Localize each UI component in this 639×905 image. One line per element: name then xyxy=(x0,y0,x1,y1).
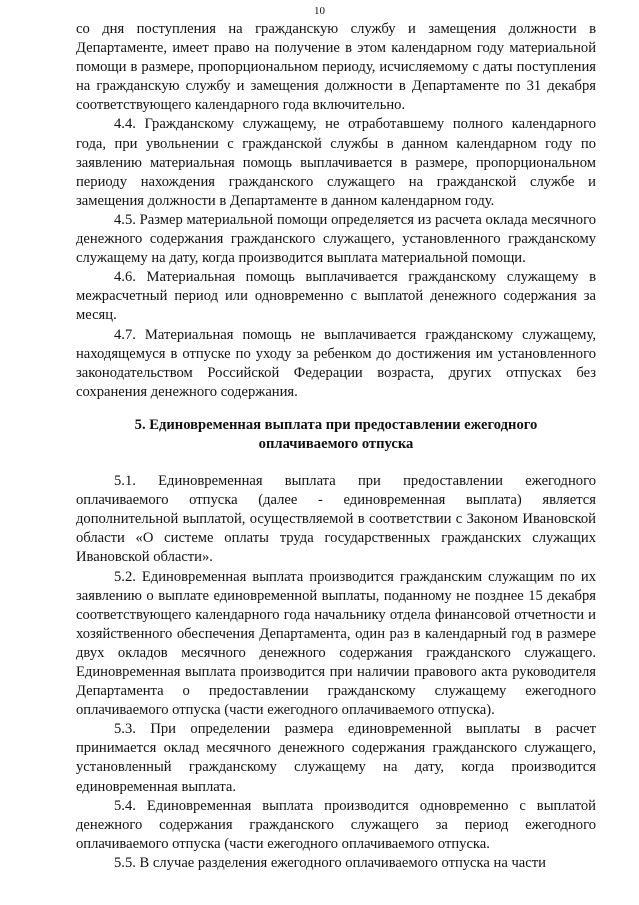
paragraph-4-4: 4.4. Гражданскому служащему, не отработавшему полного календарного года, при увольнении с гражданской службы в данном календарном году по заявлению материальная помощь выплачивается в размере, пропорциональном периоду нахождения гражданского служащего на гражданской службе и замещения должности в Департаменте в данном календарном году. xyxy=(76,116,596,209)
document-body xyxy=(76,20,596,873)
paragraph-5-3: 5.3. При определении размера единовременной выплаты в расчет принимается оклад месячного денежного содержания гражданского служащего, установленный гражданскому служащему на дату, когда производится единовременная выплата. xyxy=(76,721,596,795)
paragraph-5-1: 5.1. Единовременная выплата при предоставлении ежегодного оплачиваемого отпуска (далее - единовременная выплата) является дополнительной выплатой, осуществляемой в соответствии с Законом Ивановской области «О системе оплаты труда государственных гражданских служащих Ивановской области». xyxy=(76,473,596,566)
paragraph-4-6: 4.6. Материальная помощь выплачивается гражданскому служащему в межрасчетный период или одновременно с выплатой денежного содержания за месяц. xyxy=(76,269,596,324)
section-5-heading xyxy=(76,416,596,454)
section-5-heading-line-2: оплачиваемого отпуска xyxy=(258,435,414,452)
page-number: 10 xyxy=(314,5,325,17)
paragraph-4-5: 4.5. Размер материальной помощи определяется из расчета оклада месячного денежного содержания гражданского служащего, установленного гражданскому служащему на дату, когда производится выплата материальной помощи. xyxy=(76,211,596,267)
paragraph-5-4: 5.4. Единовременная выплата производится одновременно с выплатой денежного содержания гражданского служащего за период ежегодного оплачиваемого отпуска (части ежегодного оплачиваемого отпуска. xyxy=(76,797,596,852)
paragraph-5-5: 5.5. В случае разделения ежегодного оплачиваемого отпуска на части xyxy=(114,854,546,871)
paragraph-5-2: 5.2. Единовременная выплата производится гражданским служащим по их заявлению о выплате единовременной выплаты, поданному не позднее 15 декабря соответствующего календарного года начальнику отдела финансовой отчетности и хозяйственного обеспечения Департамента, один раз в календарный год в размере двух окладов месячного денежного содержания гражданского служащего. Единовременная выплата производится при наличии правового акта руководителя Департамента о предоставлении гражданскому служащему ежегодного оплачиваемого отпуска (части ежегодного оплачиваемого отпуска). xyxy=(76,568,596,719)
paragraph-4-3-continuation: со дня поступления на гражданскую службу и замещения должности в Департаменте, имеет право на получение в этом календарном году материальной помощи в размере, пропорциональном периоду, исчисляемому с даты поступления на гражданскую службу и замещения должности в Департаменте по 31 декабря соответствующего календарного года включительно. xyxy=(76,21,596,114)
paragraph-4-7: 4.7. Материальная помощь не выплачивается гражданскому служащему, находящемуся в отпуске по уходу за ребенком до достижения им установленного законодательством Российской Федерации возраста, других отпусках без сохранения денежного содержания. xyxy=(76,326,596,400)
section-5-heading-line-1: 5. Единовременная выплата при предоставлении ежегодного xyxy=(134,416,538,433)
